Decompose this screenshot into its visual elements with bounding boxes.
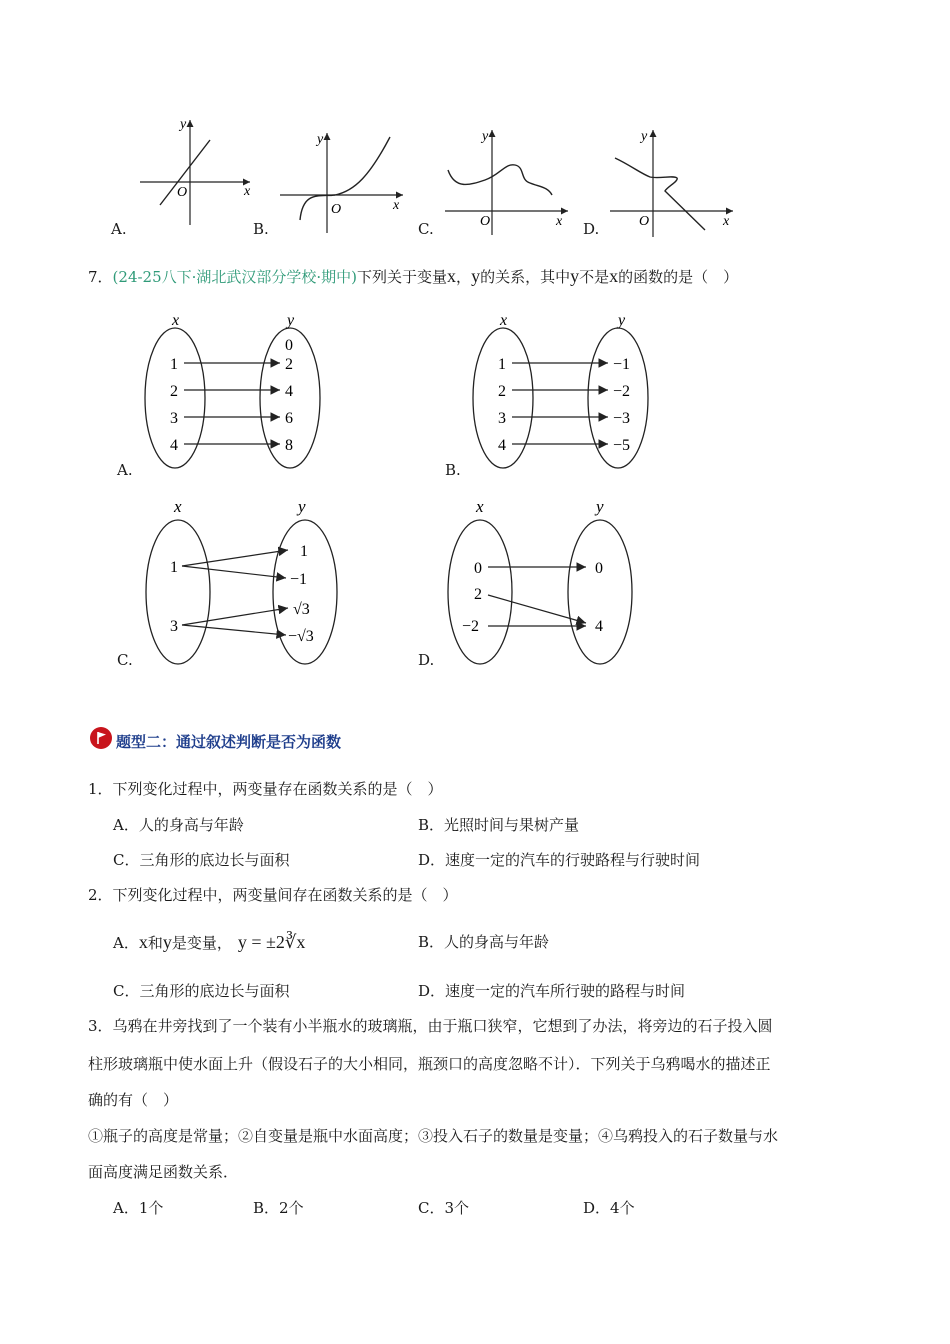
y-label: y — [298, 497, 306, 516]
q1-option-d: D．速度一定的汽车的行驶路程与行驶时间 — [418, 851, 701, 869]
range-ellipse — [568, 520, 632, 664]
q3-line-1: 3．乌鸦在井旁找到了一个装有小半瓶水的玻璃瓶，由于瓶口狭窄，它想到了办法，将旁边的石子投入圆 — [88, 1017, 773, 1035]
mapping-diagram-c — [140, 495, 340, 670]
domain-ellipse — [146, 520, 210, 664]
mapping-d-svg — [440, 495, 650, 670]
section-title: 题型二：通过叙述判断是否为函数 — [116, 733, 342, 751]
range-value: −1 — [613, 356, 631, 373]
q7-text-3: 不是 — [579, 268, 610, 286]
x-label: x — [500, 312, 508, 329]
q1-option-c: C．三角形的底边长与面积 — [113, 851, 290, 869]
mapping-arrow — [182, 608, 288, 625]
origin-label: O — [480, 214, 491, 229]
domain-value: 2 — [498, 383, 506, 400]
q7-number: 7． — [88, 268, 113, 286]
range-value: 0 — [595, 560, 603, 577]
domain-value: 0 — [474, 560, 482, 577]
mapping-arrow — [488, 595, 586, 623]
x-label: x — [244, 184, 251, 199]
q7-var-x2: x — [609, 266, 619, 286]
graph-a-label: A. — [111, 220, 127, 238]
range-value: −2 — [613, 383, 631, 400]
q7-stem — [88, 266, 738, 287]
mapping-b-svg — [468, 310, 668, 475]
range-value: 8 — [285, 437, 293, 454]
q3-option-a: A．1个 — [113, 1199, 164, 1217]
q3-option-b: B．2个 — [253, 1199, 304, 1217]
q7-text-2: 的关系，其中 — [480, 268, 571, 286]
range-value: 2 — [285, 356, 293, 373]
graph-b-svg — [275, 125, 410, 240]
q2-option-b: B．人的身高与年龄 — [418, 933, 550, 951]
domain-value: 3 — [170, 618, 178, 635]
range-value: −√3 — [288, 628, 314, 645]
q1-option-b: B．光照时间与果树产量 — [418, 816, 580, 834]
q7-source: (24-25八下·湖北武汉部分学校·期中) — [112, 268, 358, 286]
flag-icon-svg — [90, 727, 112, 749]
range-value: −1 — [290, 571, 308, 588]
q2-option-a-prefix: A． — [113, 934, 139, 952]
domain-value: 4 — [170, 437, 178, 454]
graph-option-a — [110, 115, 260, 240]
range-value: 1 — [300, 543, 308, 560]
origin-label: O — [177, 185, 188, 200]
y-label: y — [180, 117, 187, 132]
q7-text-1: 下列关于变量 — [357, 268, 448, 286]
q2-var-x: x — [138, 932, 148, 952]
curve — [448, 165, 552, 195]
mapping-a-label: A. — [117, 461, 133, 479]
q3-line-5: 面高度满足函数关系． — [88, 1163, 239, 1181]
range-value: 6 — [285, 410, 293, 427]
mapping-c-label: C. — [117, 651, 133, 669]
origin-label: O — [639, 214, 650, 229]
q2-option-a-text: 是变量， — [171, 934, 232, 952]
graph-d-label: D. — [583, 220, 600, 238]
x-label: x — [393, 198, 400, 213]
q7-var-y: y — [471, 266, 481, 286]
q3-line-2: 柱形玻璃瓶中使水面上升（假设石子的大小相同，瓶颈口的高度忽略不计）．下列关于乌鸦喝水的描述正 — [88, 1055, 771, 1073]
graph-option-c — [440, 125, 575, 240]
origin-label: O — [331, 202, 342, 217]
x-label: x — [556, 214, 563, 229]
mapping-arrow — [182, 566, 286, 578]
range-value: −3 — [613, 410, 631, 427]
domain-value: 4 — [498, 437, 506, 454]
y-label: y — [618, 312, 626, 329]
y-label: y — [317, 132, 324, 147]
mapping-b-label: B. — [445, 461, 461, 479]
curve — [615, 158, 705, 230]
mapping-diagram-d — [440, 495, 650, 670]
graph-c-svg — [440, 125, 575, 240]
range-value: 4 — [595, 618, 603, 635]
q3-line-3: 确的有（ ） — [88, 1091, 179, 1109]
mapping-diagram-a — [140, 310, 340, 475]
q7-var-y2: y — [570, 266, 580, 286]
domain-value: 2 — [474, 586, 482, 603]
q2-option-d: D．速度一定的汽车所行驶的路程与时间 — [418, 982, 686, 1000]
q1-stem: 1．下列变化过程中，两变量存在函数关系的是（ ） — [88, 780, 443, 798]
range-value: 0 — [285, 337, 293, 354]
domain-value: −2 — [462, 618, 480, 635]
domain-value: 3 — [170, 410, 178, 427]
graph-option-b — [275, 125, 410, 240]
y-label: y — [287, 312, 295, 329]
graph-d-svg — [605, 125, 740, 240]
mapping-arrow — [182, 625, 286, 635]
graph-b-label: B. — [253, 220, 269, 238]
mapping-d-label: D. — [418, 651, 435, 669]
q3-option-c: C．3个 — [418, 1199, 470, 1217]
x-label: x — [723, 214, 730, 229]
x-label: x — [172, 312, 180, 329]
y-label: y — [596, 497, 604, 516]
q7-var-x: x — [447, 266, 457, 286]
q1-option-a: A．人的身高与年龄 — [113, 816, 244, 834]
graph-c-label: C. — [418, 220, 434, 238]
domain-value: 1 — [170, 559, 178, 576]
q7-text-4: 的函数的是（ ） — [618, 268, 739, 286]
y-label: y — [641, 129, 648, 144]
q3-option-d: D．4个 — [583, 1199, 635, 1217]
q3-line-4: ①瓶子的高度是常量；②自变量是瓶中水面高度；③投入石子的数量是变量；④乌鸦投入的石子数量与水 — [88, 1127, 779, 1145]
graph-a-svg — [110, 115, 260, 240]
q2-formula: y = ±2∛x — [237, 932, 306, 952]
x-label: x — [476, 497, 484, 516]
q2-option-c: C．三角形的底边长与面积 — [113, 982, 290, 1000]
domain-value: 1 — [170, 356, 178, 373]
domain-value: 3 — [498, 410, 506, 427]
mapping-diagram-b — [468, 310, 668, 475]
q2-option-a — [113, 932, 305, 953]
curve — [300, 137, 390, 220]
mapping-a-svg — [140, 310, 340, 475]
y-label: y — [482, 129, 489, 144]
mapping-arrow — [182, 550, 288, 566]
range-value: 4 — [285, 383, 293, 400]
q2-and: 和 — [147, 934, 163, 952]
q2-var-y: y — [162, 932, 172, 952]
graph-option-d — [605, 125, 740, 240]
x-label: x — [174, 497, 182, 516]
q7-comma: ， — [456, 268, 472, 286]
q2-stem: 2．下列变化过程中，两变量间存在函数关系的是（ ） — [88, 886, 458, 904]
range-value: √3 — [293, 601, 310, 618]
mapping-c-svg — [140, 495, 340, 670]
domain-value: 1 — [498, 356, 506, 373]
domain-value: 2 — [170, 383, 178, 400]
range-value: −5 — [613, 437, 631, 454]
flag-icon — [90, 727, 112, 749]
